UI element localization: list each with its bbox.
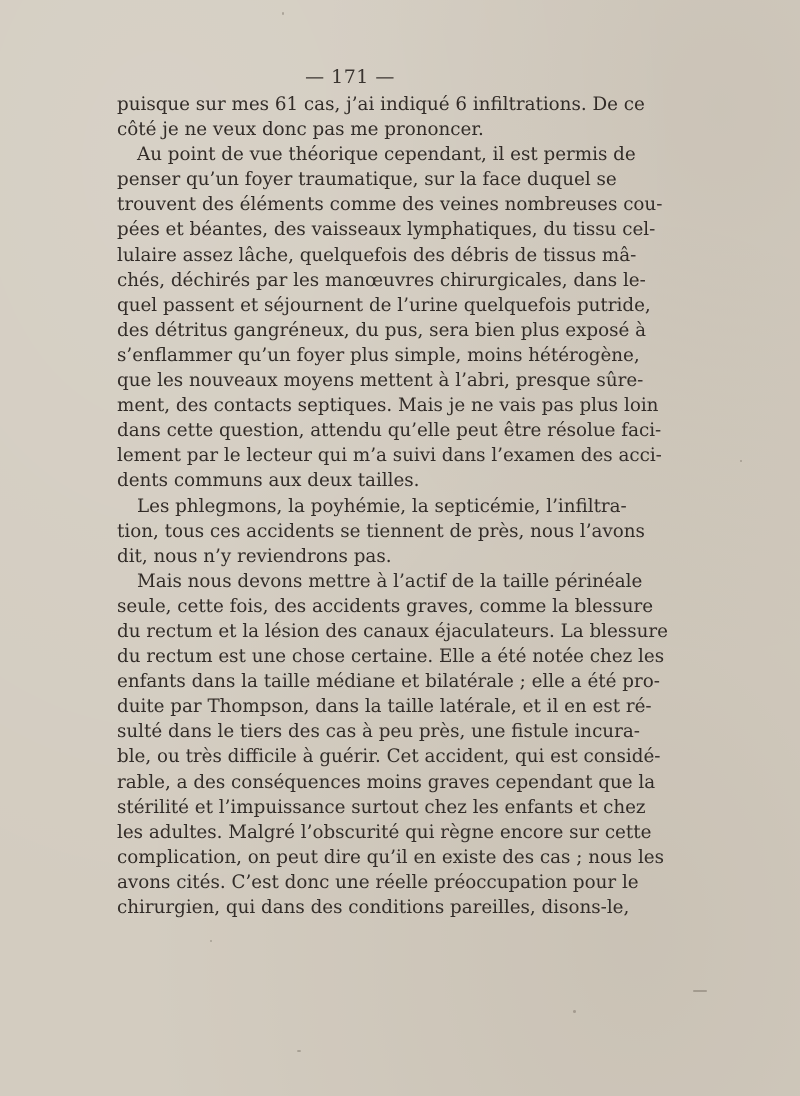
text-line: que les nouveaux moyens mettent à l’abri, presque sûre-: [117, 370, 644, 392]
text-line: Au point de vue théorique cependant, il est permis de: [137, 144, 636, 166]
paper-speck: [210, 940, 212, 942]
text-line: lulaire assez lâche, quelquefois des débris de tissus mâ-: [117, 244, 637, 266]
text-line: stérilité et l’impuissance surtout chez les enfants et chez: [117, 796, 646, 818]
text-line: puisque sur mes 61 cas, j’ai indiqué 6 infiltrations. De ce: [117, 94, 645, 115]
body-text: [117, 92, 668, 920]
text-line: pées et béantes, des vaisseaux lymphatiques, du tissu cel-: [117, 219, 656, 241]
text-line: Mais nous devons mettre à l’actif de la taille périnéale: [137, 570, 643, 592]
text-line: penser qu’un foyer traumatique, sur la face duquel se: [117, 169, 617, 191]
text-line: quel passent et séjournent de l’urine quelquefois putride,: [117, 294, 651, 316]
text-line: s’enflammer qu’un foyer plus simple, moins hétérogène,: [117, 344, 640, 366]
text-line: chirurgien, qui dans des conditions pareilles, disons-le,: [117, 897, 630, 918]
text-line: du rectum est une chose certaine. Elle a été notée chez les: [117, 646, 665, 668]
text-line: les adultes. Malgré l’obscurité qui règne encore sur cette: [117, 821, 652, 843]
text-line: sulté dans le tiers des cas à peu près, une fistule incura-: [117, 721, 640, 743]
text-line: Les phlegmons, la poyhémie, la septicémie, l’infiltra-: [137, 495, 627, 517]
text-line: dans cette question, attendu qu’elle peut être résolue faci-: [117, 420, 662, 442]
text-line: enfants dans la taille médiane et bilatérale ; elle a été pro-: [117, 671, 660, 693]
text-line: ment, des contacts septiques. Mais je ne vais pas plus loin: [117, 395, 659, 417]
paper-speck: [693, 990, 707, 992]
text-line: des détritus gangréneux, du pus, sera bien plus exposé à: [117, 319, 647, 341]
text-line: du rectum et la lésion des canaux éjaculateurs. La blessure: [117, 620, 668, 642]
text-line: lement par le lecteur qui m’a suivi dans l’examen des acci-: [117, 445, 662, 467]
text-line: duite par Thompson, dans la taille latérale, et il en est ré-: [117, 696, 652, 718]
text-line: dents communs aux deux tailles.: [117, 470, 420, 492]
text-line: ble, ou très difficile à guérir. Cet accident, qui est considé-: [117, 746, 661, 768]
paper-speck: [573, 1010, 576, 1013]
text-line: dit, nous n’y reviendrons pas.: [117, 545, 392, 567]
paper-speck: [740, 460, 742, 462]
text-line: côté je ne veux donc pas me prononcer.: [117, 119, 484, 141]
text-line: trouvent des éléments comme des veines nombreuses cou-: [117, 194, 663, 216]
text-line: rable, a des conséquences moins graves cependant que la: [117, 771, 656, 793]
text-line: complication, on peut dire qu’il en existe des cas ; nous les: [117, 846, 665, 868]
text-line: tion, tous ces accidents se tiennent de près, nous l’avons: [117, 520, 645, 542]
page-number: — 171 —: [305, 66, 395, 88]
text-line: seule, cette fois, des accidents graves, comme la blessure: [117, 595, 654, 617]
paper-speck: [297, 1050, 301, 1052]
paper-speck: [282, 12, 284, 15]
text-line: chés, déchirés par les manœuvres chirurgicales, dans le-: [117, 269, 646, 291]
text-line: avons cités. C’est donc une réelle préoccupation pour le: [117, 871, 639, 893]
